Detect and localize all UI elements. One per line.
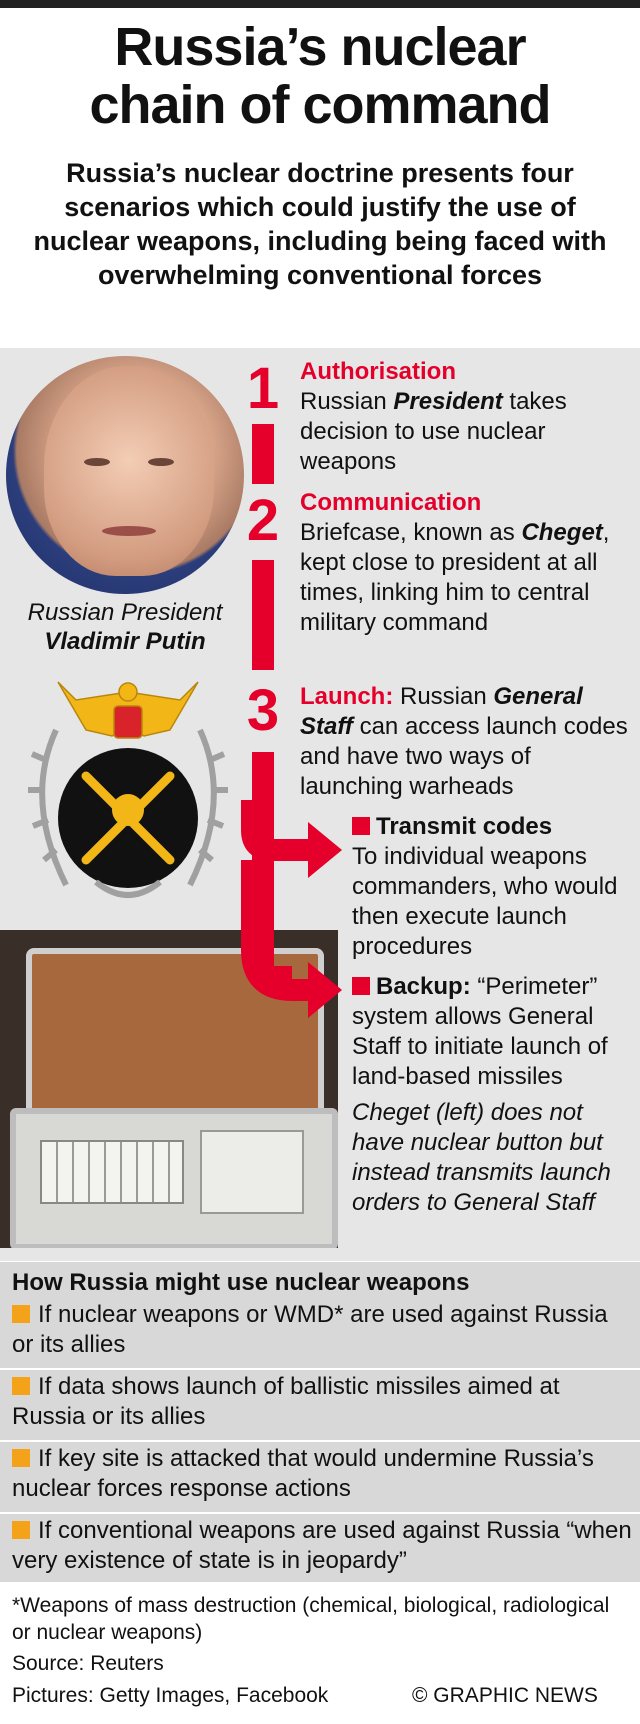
orange-square-icon [12, 1377, 30, 1395]
orange-square-icon [12, 1449, 30, 1467]
chain-link-2 [252, 560, 274, 670]
scenario-item: If conventional weapons are used against Russia “when very existence of state is in jeopardy” [12, 1517, 632, 1574]
putin-eye-left [84, 458, 110, 466]
caption-line-1: Russian President [27, 599, 223, 626]
arrow-transmit-shaft [252, 800, 310, 850]
footnote: *Weapons of mass destruction (chemical, biological, radiological or nuclear weapons) [12, 1594, 610, 1644]
scenarios-title: How Russia might use nuclear weapons [12, 1269, 470, 1296]
source-line: Source: Reuters [12, 1652, 164, 1675]
graphic-news-credit: © GRAPHIC NEWS [412, 1684, 598, 1707]
title-line-1: Russia’s nuclear [114, 17, 526, 77]
general-staff-emblem [16, 670, 240, 920]
scenario-divider [0, 1368, 640, 1370]
red-square-icon [352, 977, 370, 995]
branch-heading: Transmit codes [352, 812, 634, 842]
branch-body: Backup: “Perimeter” system allows General Staff to initiate launch of land-based missiles [352, 973, 608, 1090]
putin-mouth [102, 526, 156, 536]
helmet-icon [112, 794, 144, 826]
pictures-credit: Pictures: Getty Images, Facebook [12, 1684, 329, 1707]
putin-face [44, 366, 214, 576]
cheget-note: Cheget (left) does not have nuclear button but instead transmits launch orders to General Staff [352, 1099, 611, 1216]
branch-backup [352, 972, 634, 1092]
caption-line-2: Vladimir Putin [44, 628, 206, 655]
step-number-2: 2 [246, 488, 280, 553]
step-number-1: 1 [246, 356, 280, 421]
orange-square-icon [12, 1521, 30, 1539]
scenario-item: If key site is attacked that would undermine Russia’s nuclear forces response actions [12, 1445, 594, 1502]
eagle-icon [58, 682, 198, 738]
briefcase-keypad [40, 1140, 184, 1204]
putin-caption [10, 598, 240, 656]
step-body: Briefcase, known as Cheget, kept close to president at all times, linking him to central military command [300, 519, 610, 636]
orange-square-icon [12, 1305, 30, 1323]
putin-photo [6, 356, 244, 594]
briefcase-panel [200, 1130, 304, 1214]
title-line-2: chain of command [89, 75, 551, 135]
top-bar [0, 0, 640, 8]
step-number-3: 3 [246, 678, 280, 743]
step-authorisation [300, 357, 630, 477]
subtitle: Russia’s nuclear doctrine presents four scenarios which could justify the use of nuclear weapons, including being faced with overwhelming conventional forces [33, 158, 607, 290]
red-square-icon [352, 817, 370, 835]
step-communication [300, 488, 630, 638]
scenario-item: If nuclear weapons or WMD* are used against Russia or its allies [12, 1301, 608, 1358]
arrow-transmit-head [308, 822, 342, 878]
branch-transmit-codes [352, 812, 634, 962]
branch-arrows [240, 800, 350, 1040]
step-body: Russian President takes decision to use nuclear weapons [300, 388, 567, 475]
step-body: Launch: Russian General Staff can access launch codes and have two ways of launching warheads [300, 683, 628, 800]
step-heading: Authorisation [300, 358, 456, 385]
step-launch [300, 682, 630, 802]
arrow-backup-head [308, 962, 342, 1018]
chain-link-1 [252, 424, 274, 484]
page-title [0, 18, 640, 134]
scenario-divider [0, 1440, 640, 1442]
putin-eye-right [148, 458, 174, 466]
arrow-backup-shaft [252, 860, 310, 990]
branch-body: To individual weapons commanders, who would then execute launch procedures [352, 843, 618, 960]
step-heading: Communication [300, 489, 482, 516]
scenario-divider [0, 1512, 640, 1514]
scenario-item: If data shows launch of ballistic missiles aimed at Russia or its allies [12, 1373, 560, 1430]
